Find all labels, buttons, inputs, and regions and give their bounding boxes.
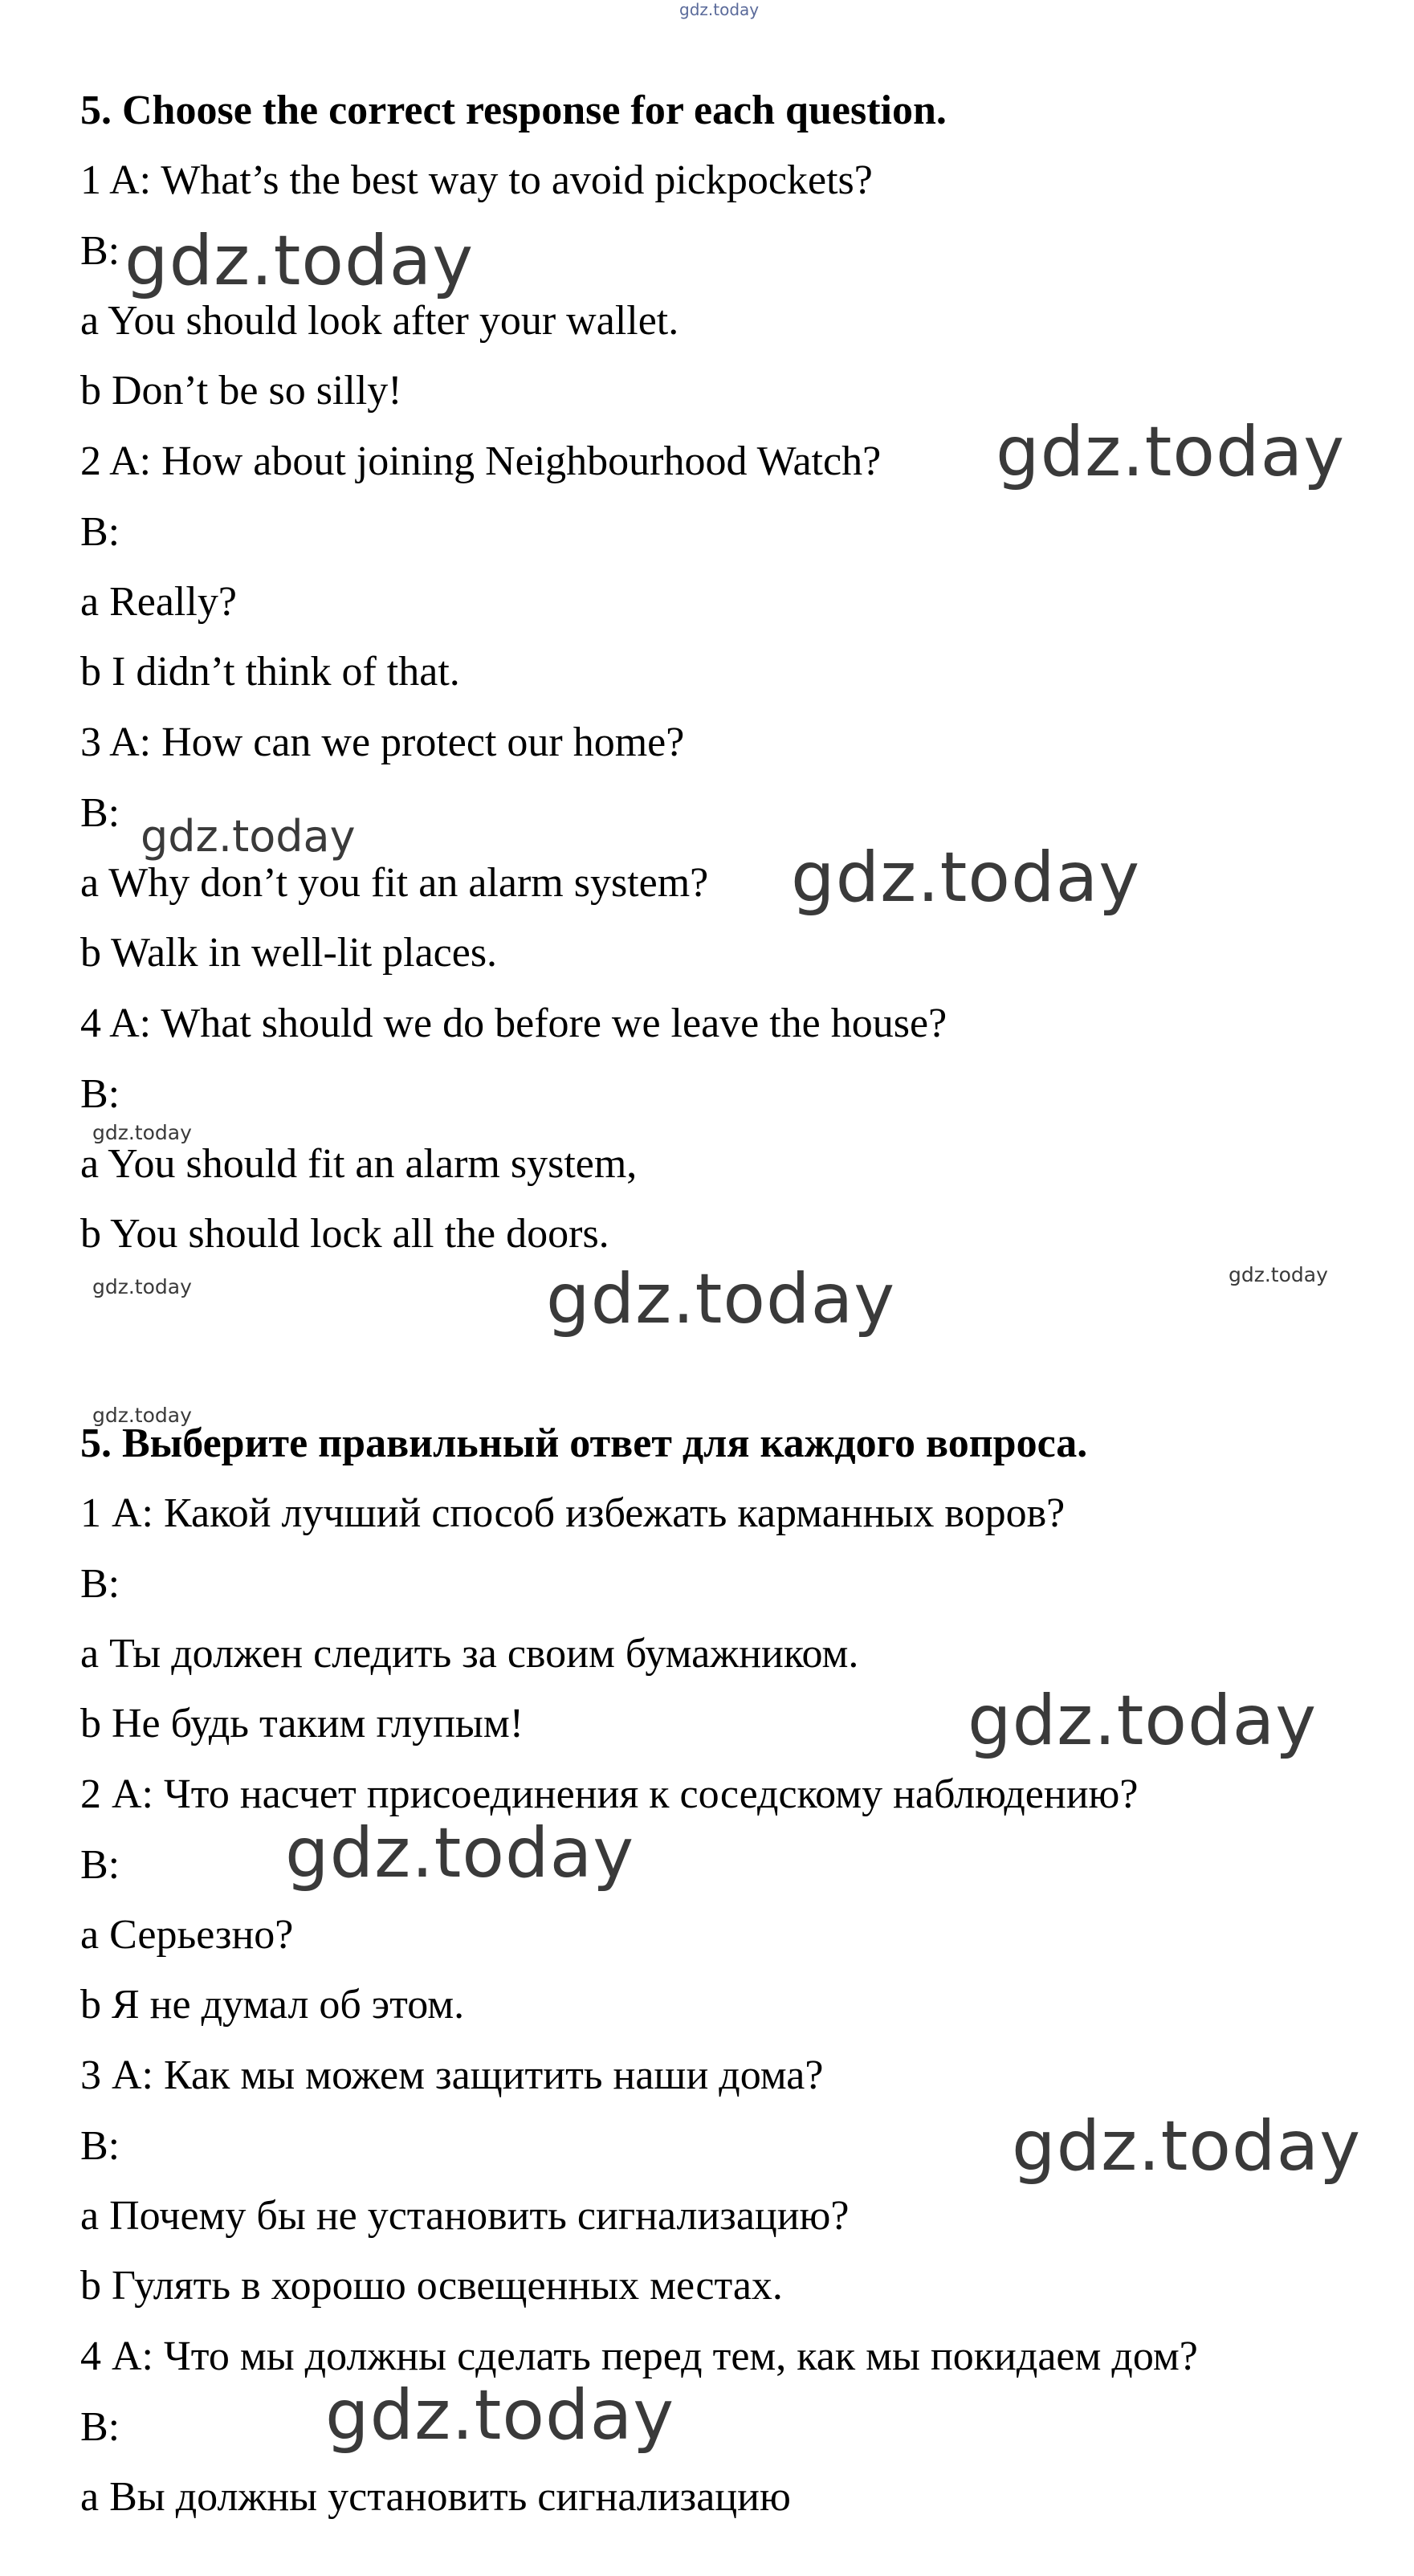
ru-q4-b-label: В: [80,2404,120,2450]
ru-q1-question: 1 А: Какой лучший способ избежать карманных воров? [80,1490,1066,1536]
ru-q4-option-a: а Вы должны установить сигнализацию [80,2474,791,2520]
en-q4-option-a: a You should fit an alarm system, [80,1141,638,1187]
watermark: gdz.today [996,412,1346,492]
en-q2-question: 2 A: How about joining Neighbourhood Watch? [80,438,882,484]
ru-q2-b-label: В: [80,1842,120,1888]
en-q3-b-label: B: [80,790,120,836]
en-q4-question: 4 A: What should we do before we leave the house? [80,1001,947,1046]
ru-q3-option-a: а Почему бы не установить сигнализацию? [80,2193,850,2239]
watermark: gdz.today [1229,1263,1328,1286]
en-q1-question: 1 A: What’s the best way to avoid pickpockets? [80,157,873,203]
en-q3-option-b: b Walk in well-lit places. [80,930,498,976]
en-q4-b-label: B: [80,1071,120,1117]
ru-q3-b-label: В: [80,2123,120,2169]
watermark: gdz.today [285,1813,635,1893]
en-q2-b-label: B: [80,509,120,555]
watermark: gdz.today [92,1275,192,1298]
ru-q1-option-b: b Не будь таким глупым! [80,1701,524,1747]
ru-q2-question: 2 А: Что насчет присоединения к соседскому наблюдению? [80,1771,1139,1817]
watermark: gdz.today [92,1404,192,1427]
en-q2-option-b: b I didn’t think of that. [80,649,460,695]
en-q4-option-b: b You should lock all the doors. [80,1211,609,1257]
ru-q1-b-label: В: [80,1561,120,1607]
en-q3-option-a: a Why don’t you fit an alarm system? [80,860,709,906]
russian-heading: 5. Выберите правильный ответ для каждого вопроса. [80,1420,1088,1466]
ru-q3-option-b: b Гулять в хорошо освещенных местах. [80,2263,783,2309]
en-q1-option-b: b Don’t be so silly! [80,368,402,414]
ru-q3-question: 3 А: Как мы можем защитить наши дома? [80,2052,824,2098]
english-heading: 5. Choose the correct response for each question. [80,88,947,133]
watermark: gdz.today [546,1259,896,1339]
watermark: gdz.today [791,838,1141,918]
watermark: gdz.today [968,1681,1318,1761]
watermark: gdz.today [1012,2106,1362,2187]
watermark: gdz.today [141,811,356,862]
ru-q1-option-a: а Ты должен следить за своим бумажником. [80,1631,859,1677]
ru-q2-option-a: а Серьезно? [80,1912,294,1958]
en-q1-option-a: a You should look after your wallet. [80,298,679,344]
watermark: gdz.today [124,221,475,301]
watermark-top: gdz.today [679,0,760,19]
watermark: gdz.today [325,2375,675,2456]
watermark: gdz.today [92,1121,192,1144]
ru-q2-option-b: b Я не думал об этом. [80,1982,465,2028]
ru-q4-question: 4 А: Что мы должны сделать перед тем, как мы покидаем дом? [80,2333,1198,2379]
en-q2-option-a: a Really? [80,579,237,625]
en-q1-b-label: B: [80,228,120,274]
en-q3-question: 3 A: How can we protect our home? [80,719,685,765]
